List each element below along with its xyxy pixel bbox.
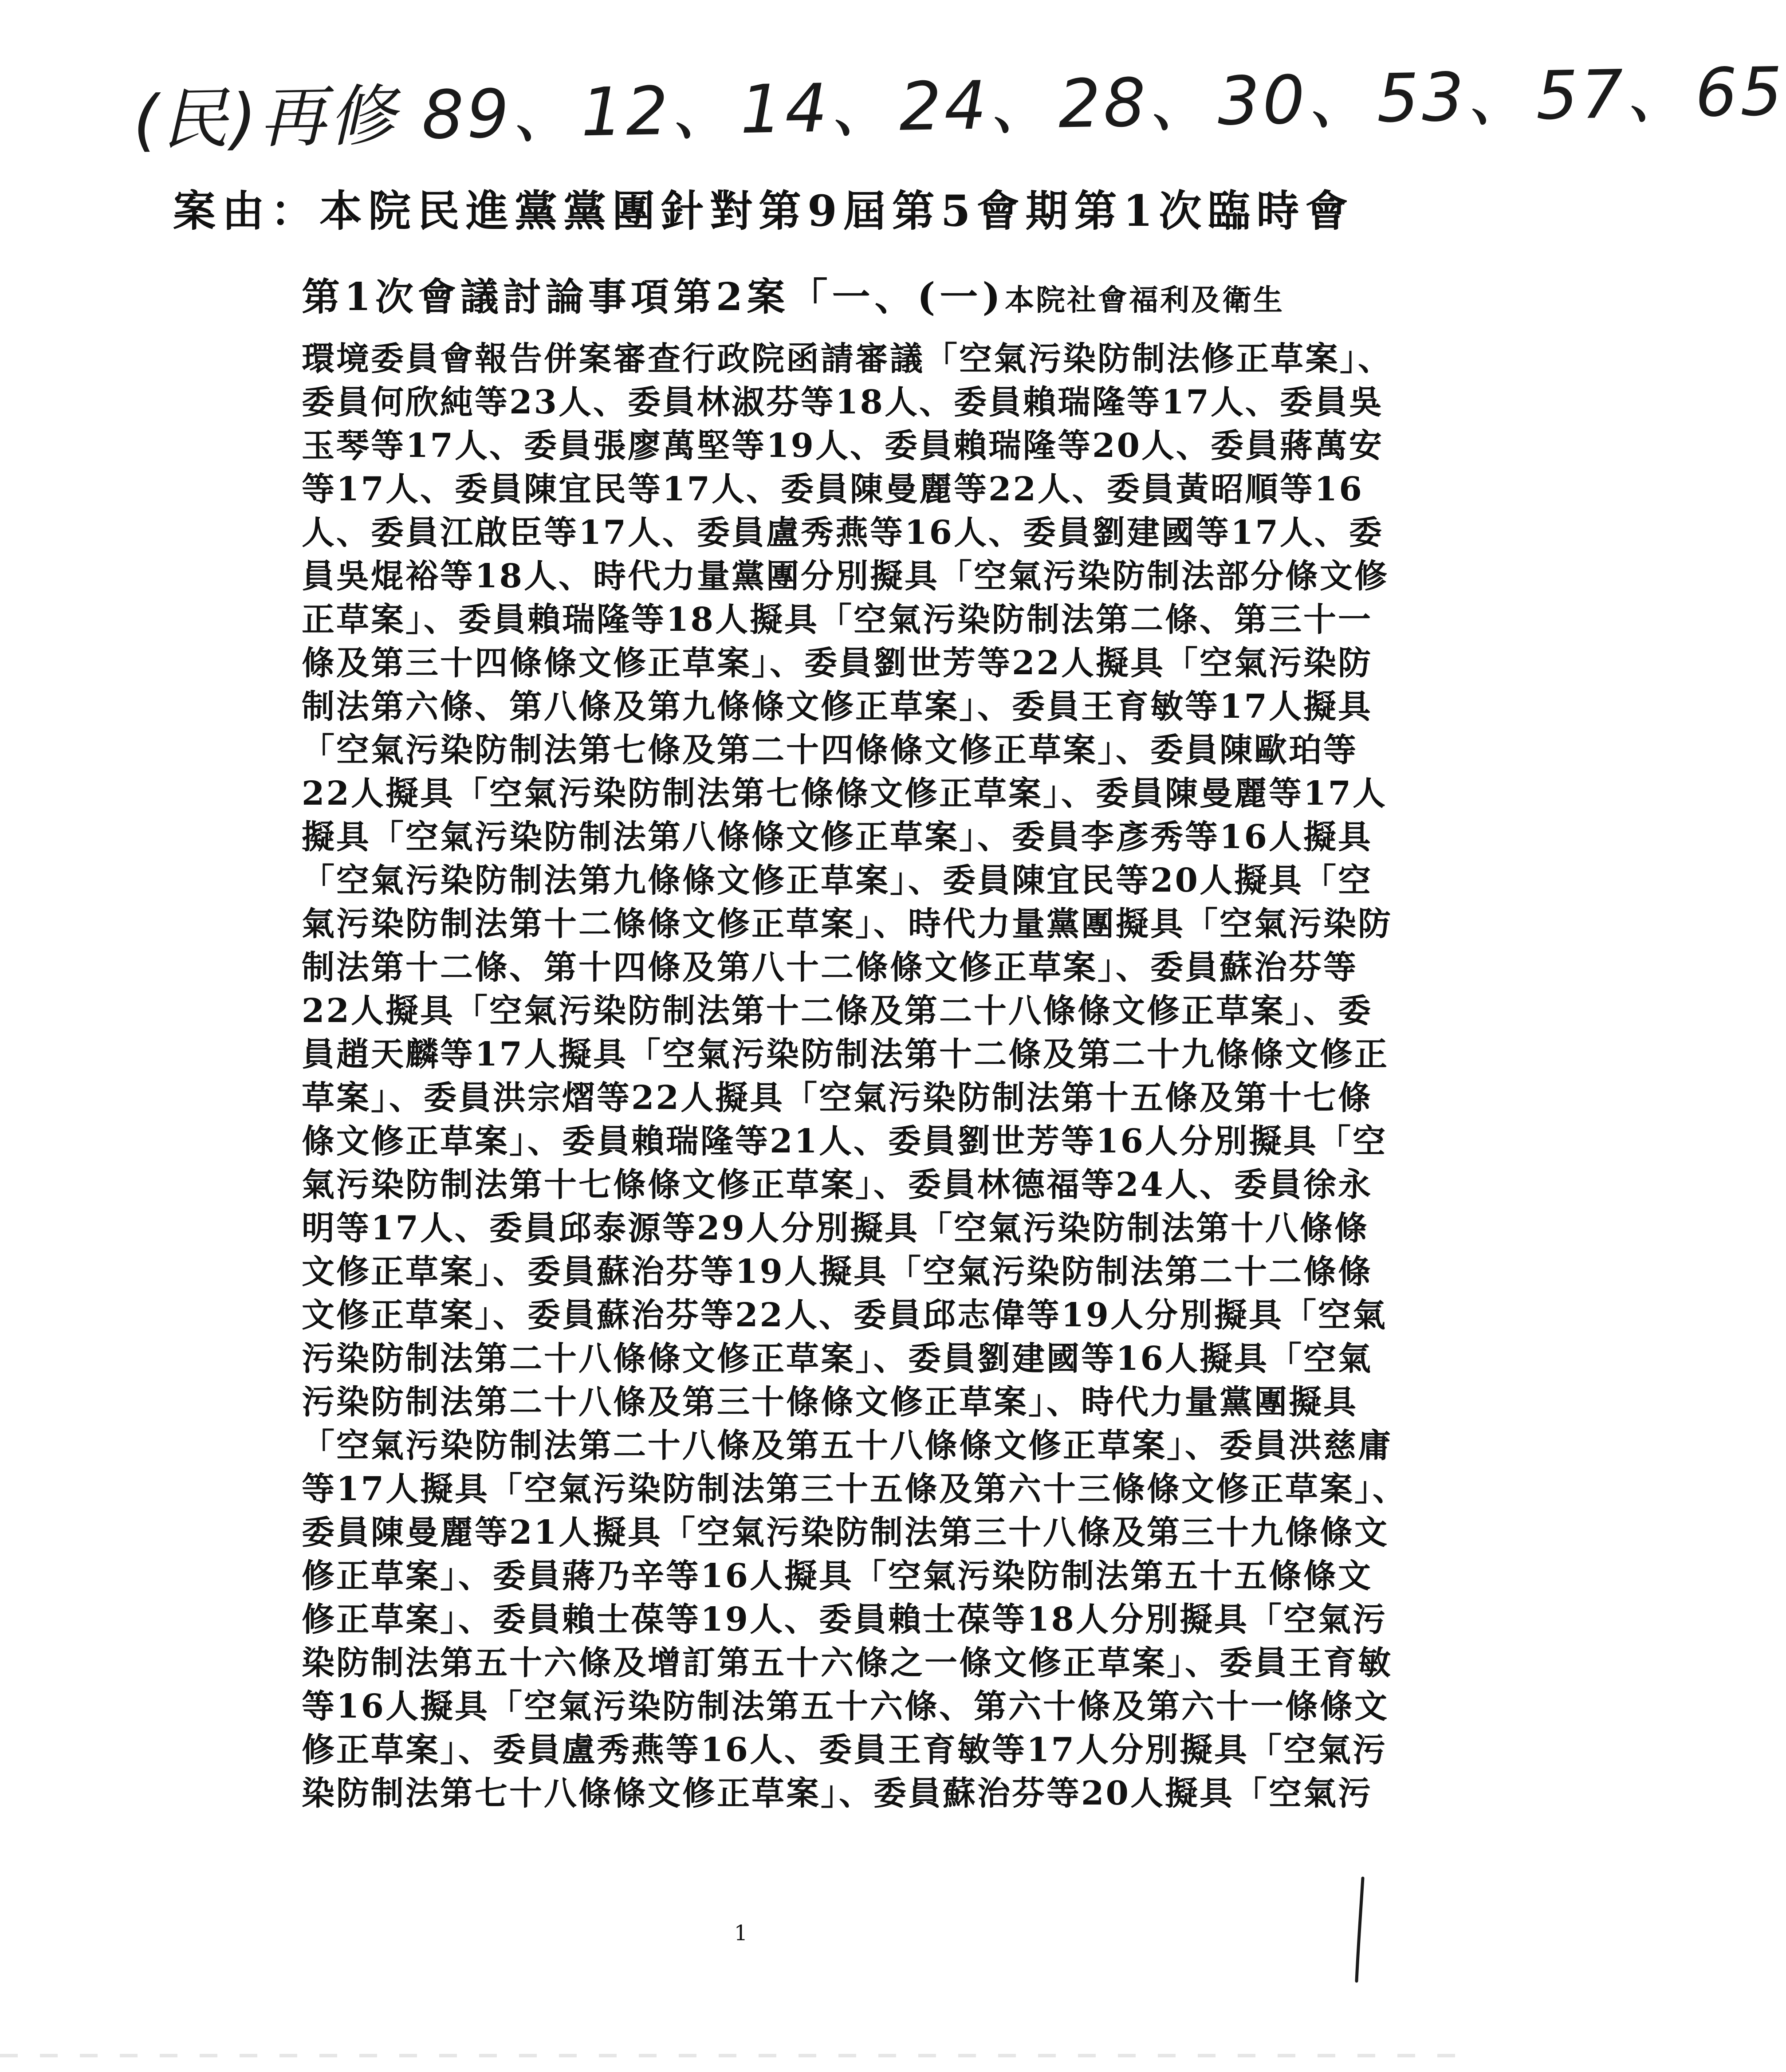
scan-edge-artifact <box>0 2054 1465 2057</box>
case-first-line-main: 第1次會議討論事項第2案「一、(一) <box>302 275 1005 319</box>
body-line: 條文修正草案」、委員賴瑞隆等21人、委員劉世芳等16人分別擬具「空 <box>302 1122 1387 1160</box>
body-line: 「空氣污染防制法第九條條文修正草案」、委員陳宜民等20人擬具「空 <box>302 861 1373 900</box>
body-line: 「空氣污染防制法第二十八條及第五十八條條文修正草案」、委員洪慈庸 <box>302 1427 1393 1465</box>
page-number: 1 <box>734 1921 748 1946</box>
body-line: 修正草案」、委員盧秀燕等16人、委員王育敏等17人分別擬具「空氣污 <box>302 1731 1387 1769</box>
body-line: 玉琴等17人、委員張廖萬堅等19人、委員賴瑞隆等20人、委員蔣萬安 <box>302 427 1384 465</box>
body-line: 等17人擬具「空氣污染防制法第三十五條及第六十三條條文修正草案」、 <box>302 1470 1407 1508</box>
body-line: 委員陳曼麗等21人擬具「空氣污染防制法第三十八條及第三十九條條文 <box>302 1514 1389 1552</box>
body-line: 染防制法第五十六條及增訂第五十六條之一條文修正草案」、委員王育敏 <box>302 1644 1393 1682</box>
case-body <box>302 266 1407 1815</box>
body-line: 污染防制法第二十八條及第三十條條文修正草案」、時代力量黨團擬具 <box>302 1383 1358 1421</box>
body-line: 草案」、委員洪宗熠等22人擬具「空氣污染防制法第十五條及第十七條 <box>302 1079 1373 1117</box>
body-line: 氣污染防制法第十二條條文修正草案」、時代力量黨團擬具「空氣污染防 <box>302 905 1393 943</box>
body-line: 等17人、委員陳宜民等17人、委員陳曼麗等22人、委員黃昭順等16 <box>302 470 1364 508</box>
body-line: 氣污染防制法第十七條條文修正草案」、委員林德福等24人、委員徐永 <box>302 1166 1373 1204</box>
body-line: 文修正草案」、委員蘇治芬等22人、委員邱志偉等19人分別擬具「空氣 <box>302 1296 1387 1334</box>
body-line: 明等17人、委員邱泰源等29人分別擬具「空氣污染防制法第十八條條 <box>302 1209 1369 1247</box>
body-line: 員吳焜裕等18人、時代力量黨團分別擬具「空氣污染防制法部分條文修 <box>302 557 1389 595</box>
body-line: 22人擬具「空氣污染防制法第十二條及第二十八條條文修正草案」、委 <box>302 992 1373 1030</box>
body-line: 人、委員江啟臣等17人、委員盧秀燕等16人、委員劉建國等17人、委 <box>302 514 1384 552</box>
body-line: 制法第六條、第八條及第九條條文修正草案」、委員王育敏等17人擬具 <box>302 688 1373 726</box>
body-line: 環境委員會報告併案審查行政院函請審議「空氣污染防制法修正草案」、 <box>302 340 1393 378</box>
body-line: 「空氣污染防制法第七條及第二十四條條文修正草案」、委員陳歐珀等 <box>302 731 1358 769</box>
handwritten-note-text: (民)再修 89、12、14、24、28、30、53、57、65 <box>132 53 1786 159</box>
body-line: 員趙天麟等17人擬具「空氣污染防制法第十二條及第二十九條條文修正 <box>302 1035 1389 1073</box>
body-line: 文修正草案」、委員蘇治芬等19人擬具「空氣污染防制法第二十二條條 <box>302 1253 1373 1291</box>
body-line: 22人擬具「空氣污染防制法第七條條文修正草案」、委員陳曼麗等17人 <box>302 775 1387 813</box>
handwritten-margin-mark <box>1353 1876 1366 1983</box>
handwritten-revision-note <box>132 46 1786 182</box>
body-line: 正草案」、委員賴瑞隆等18人擬具「空氣污染防制法第二條、第三十一 <box>302 601 1373 639</box>
margin-mark-stroke <box>1357 1878 1363 1981</box>
body-line: 制法第十二條、第十四條及第八十二條條文修正草案」、委員蘇治芬等 <box>302 948 1358 987</box>
case-first-line-small: 本院社會福利及衛生 <box>1005 283 1285 317</box>
case-first-line <box>302 266 1322 328</box>
body-line: 污染防制法第二十八條條文修正草案」、委員劉建國等16人擬具「空氣 <box>302 1340 1373 1378</box>
body-line: 擬具「空氣污染防制法第八條條文修正草案」、委員李彥秀等16人擬具 <box>302 818 1373 856</box>
body-line: 染防制法第七十八條條文修正草案」、委員蘇治芬等20人擬具「空氣污 <box>302 1774 1373 1813</box>
body-line: 修正草案」、委員蔣乃辛等16人擬具「空氣污染防制法第五十五條條文 <box>302 1557 1373 1595</box>
body-line: 條及第三十四條條文修正草案」、委員劉世芳等22人擬具「空氣污染防 <box>302 644 1373 682</box>
subject-heading: 案由：本院民進黨黨團針對第9屆第5會期第1次臨時會 <box>173 186 1354 236</box>
body-line: 修正草案」、委員賴士葆等19人、委員賴士葆等18人分別擬具「空氣污 <box>302 1600 1387 1639</box>
body-line: 委員何欣純等23人、委員林淑芬等18人、委員賴瑞隆等17人、委員吳 <box>302 383 1384 421</box>
body-line: 等16人擬具「空氣污染防制法第五十六條、第六十條及第六十一條條文 <box>302 1687 1389 1726</box>
